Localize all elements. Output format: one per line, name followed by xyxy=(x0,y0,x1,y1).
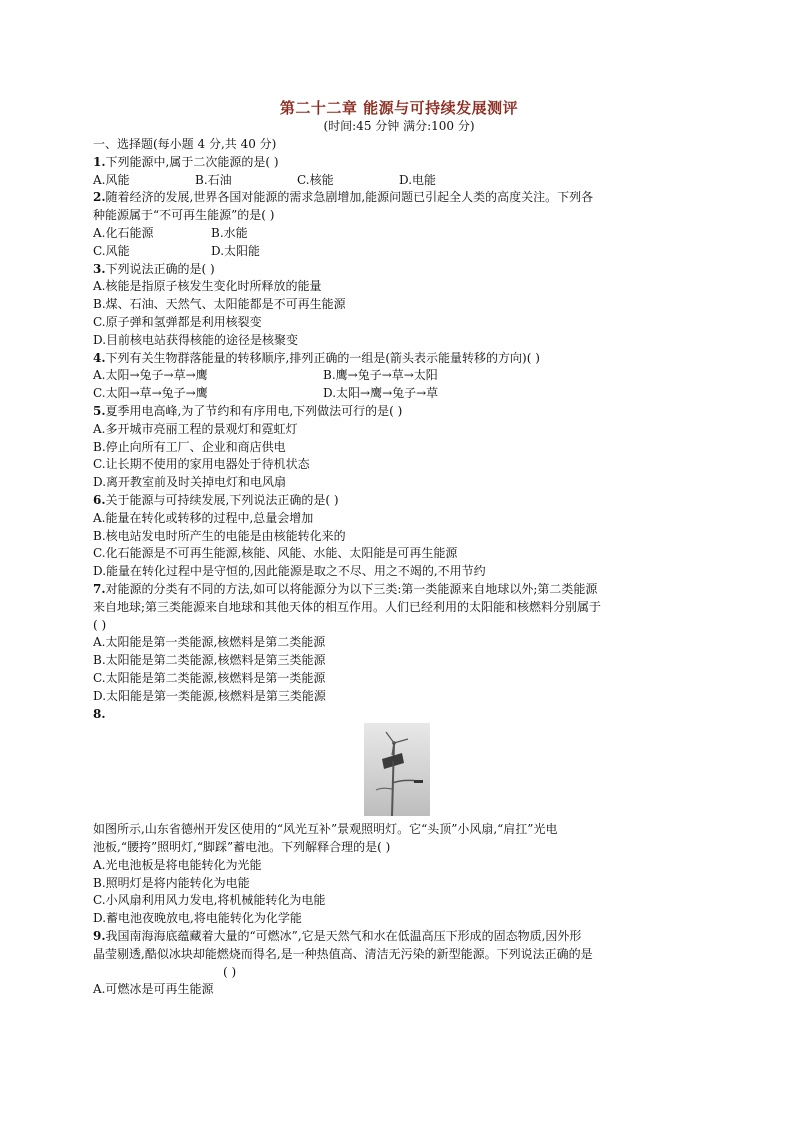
question-4 xyxy=(93,350,705,368)
option-d: D.太阳能 xyxy=(211,243,261,258)
option-b: B.水能 xyxy=(211,225,248,240)
option-c: C.太阳→草→兔子→鹰 xyxy=(93,386,208,401)
question-8-number: 8. xyxy=(93,706,106,721)
option-d: D.能量在转化过程中是守恒的,因此能源是取之不尽、用之不竭的,不用节约 xyxy=(93,564,486,579)
question-stem: 下列有关生物群落能量的转移顺序,排列正确的一组是(箭头表示能量转移的方向)( ) xyxy=(105,350,540,365)
question-8: 如图所示,山东省德州开发区使用的“风光互补”景观照明灯。它“头顶”小风扇,“肩扛”光电 xyxy=(93,822,558,837)
exam-info: (时间:45 分钟 满分:100 分) xyxy=(323,119,475,133)
question-7 xyxy=(93,581,705,599)
question-number: 4. xyxy=(93,350,106,365)
option-c: C.原子弹和氢弹都是利用核裂变 xyxy=(93,314,262,329)
question-2-options-row1 xyxy=(93,225,705,243)
question-number: 7. xyxy=(93,581,106,596)
question-number: 3. xyxy=(93,261,106,276)
question-stem: 对能源的分类有不同的方法,如可以将能源分为以下三类:第一类能源来自地球以外;第二类能源 xyxy=(105,581,598,596)
question-6 xyxy=(93,492,705,510)
question-stem-continued: 池板,“腰挎”照明灯,“脚踩”蓄电池。下列解释合理的是( ) xyxy=(93,840,391,855)
question-stem: 我国南海海底蕴藏着大量的“可燃冰”,它是天然气和水在低温高压下形成的固态物质,因外形 xyxy=(105,929,582,944)
section-heading: 一、选择题(每小题 4 分,共 40 分) xyxy=(93,137,277,151)
option-b: B.鹰→兔子→草→太阳 xyxy=(323,368,438,383)
answer-bracket: ( ) xyxy=(223,964,237,979)
option-d: D.蓄电池夜晚放电,将电能转化为化学能 xyxy=(93,911,302,926)
option-a: A.光电池板是将电能转化为光能 xyxy=(93,857,262,872)
option-c: C.小风扇利用风力发电,将机械能转化为电能 xyxy=(93,893,326,908)
option-d: D.太阳能是第一类能源,核燃料是第三类能源 xyxy=(93,688,326,703)
street-lamp-illustration xyxy=(364,723,430,816)
option-d: D.离开教室前及时关掉电灯和电风扇 xyxy=(93,475,287,490)
option-c: C.太阳能是第二类能源,核燃料是第一类能源 xyxy=(93,670,326,685)
option-b: B.照明灯是将内能转化为电能 xyxy=(93,875,250,890)
question-2 xyxy=(93,189,705,207)
page-title: 第二十二章 能源与可持续发展测评 xyxy=(279,99,519,117)
question-stem: 关于能源与可持续发展,下列说法正确的是( ) xyxy=(105,492,339,507)
question-number: 1. xyxy=(93,154,106,169)
question-stem: 随着经济的发展,世界各国对能源的需求急剧增加,能源问题已引起全人类的高度关注。下列各 xyxy=(105,190,594,205)
option-c: C.化石能源是不可再生能源,核能、风能、水能、太阳能是可再生能源 xyxy=(93,546,458,561)
answer-bracket: ( ) xyxy=(93,617,107,632)
option-a: A.多开城市亮丽工程的景观灯和霓虹灯 xyxy=(93,421,298,436)
question-number: 2. xyxy=(93,190,106,205)
question-stem-continued: 晶莹剔透,酷似冰块却能燃烧而得名,是一种热值高、清洁无污染的新型能源。下列说法正确的是 xyxy=(93,946,593,961)
question-2-options-row2 xyxy=(93,243,705,261)
option-c: C.核能 xyxy=(297,172,334,187)
option-a: A.化石能源 xyxy=(93,225,154,240)
question-5 xyxy=(93,403,705,421)
question-4-options-row2 xyxy=(93,385,705,403)
option-a: A.太阳能是第一类能源,核燃料是第二类能源 xyxy=(93,635,326,650)
question-1 xyxy=(93,154,705,172)
question-4-options-row1 xyxy=(93,367,705,385)
question-stem: 下列说法正确的是( ) xyxy=(105,261,215,276)
question-stem-continued: 种能源属于“不可再生能源”的是( ) xyxy=(93,208,275,223)
question-number: 9. xyxy=(93,929,106,944)
option-d: D.太阳→鹰→兔子→草 xyxy=(323,386,439,401)
option-b: B.停止向所有工厂、企业和商店供电 xyxy=(93,439,286,454)
option-a: A.太阳→兔子→草→鹰 xyxy=(93,368,208,383)
question-stem: 夏季用电高峰,为了节约和有序用电,下列做法可行的是( ) xyxy=(105,403,403,418)
option-b: B.核电站发电时所产生的电能是由核能转化来的 xyxy=(93,528,346,543)
question-9 xyxy=(93,928,705,946)
exam-page xyxy=(93,98,705,999)
option-b: B.煤、石油、天然气、太阳能都是不可再生能源 xyxy=(93,297,346,312)
option-d: D.目前核电站获得核能的途径是核聚变 xyxy=(93,332,299,347)
option-a: A.可燃冰是可再生能源 xyxy=(93,982,214,997)
question-3 xyxy=(93,261,705,279)
question-1-options xyxy=(93,172,705,190)
option-b: B.石油 xyxy=(195,172,232,187)
option-a: A.核能是指原子核发生变化时所释放的能量 xyxy=(93,279,322,294)
option-c: C.风能 xyxy=(93,243,130,258)
wind-solar-street-lamp-photo xyxy=(364,723,430,816)
question-stem-continued: 来自地球;第三类能源来自地球和其他天体的相互作用。人们已经利用的太阳能和核燃料分别属于 xyxy=(93,599,602,614)
figure-container xyxy=(93,723,705,819)
option-a: A.风能 xyxy=(93,172,130,187)
question-number: 6. xyxy=(93,492,106,507)
option-c: C.让长期不使用的家用电器处于待机状态 xyxy=(93,457,310,472)
option-a: A.能量在转化或转移的过程中,总量会增加 xyxy=(93,510,314,525)
question-number: 5. xyxy=(93,403,106,418)
option-d: D.电能 xyxy=(399,172,437,187)
option-b: B.太阳能是第二类能源,核燃料是第三类能源 xyxy=(93,653,326,668)
question-stem: 下列能源中,属于二次能源的是( ) xyxy=(105,154,279,169)
